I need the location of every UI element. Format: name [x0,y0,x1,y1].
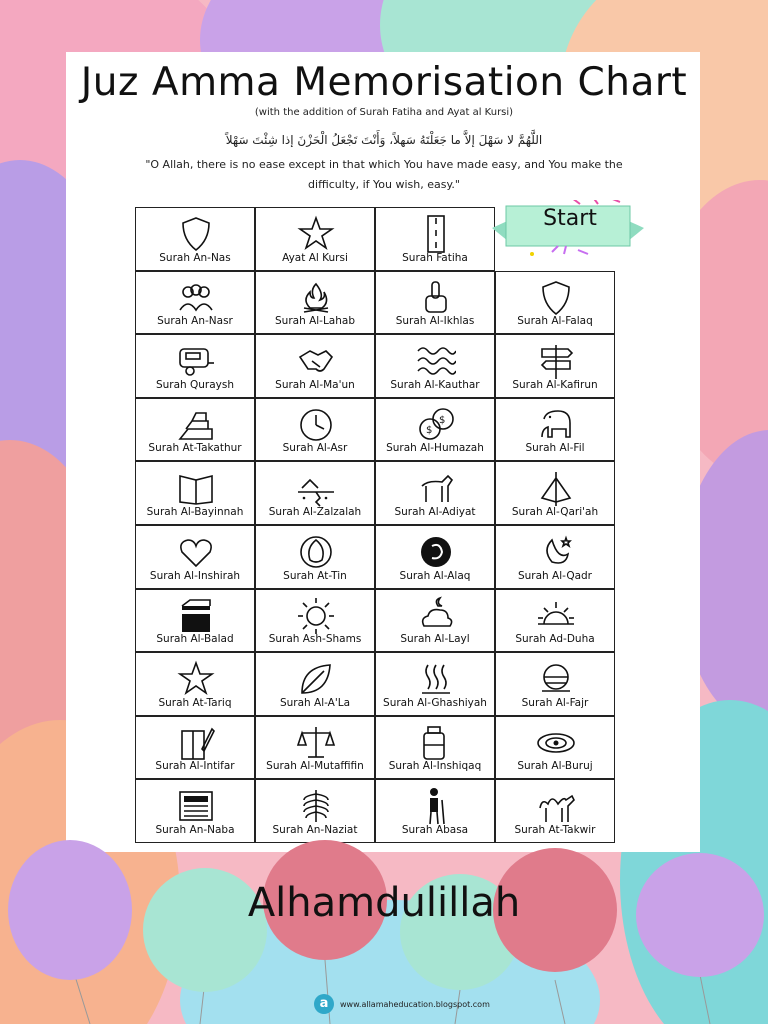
chart-cell [135,652,255,716]
site-logo: a [314,994,334,1014]
website-link[interactable]: www.allamaheducation.blogspot.com [340,1000,490,1009]
surah-label: Surah Ash-Shams [268,633,362,646]
surah-label: Surah An-Naziat [272,823,358,836]
fire-icon [296,278,336,318]
chart-cell [495,716,615,780]
page-title: Juz Amma Memorisation Chart [80,60,688,105]
surah-label: Surah Al-Kafirun [512,378,598,391]
chart-cell [255,461,375,525]
surah-label: Surah At-Takathur [148,442,242,455]
shield-icon [536,278,576,318]
signpost-icon [536,341,576,381]
horse-icon [416,468,456,508]
gold-bars-icon [176,405,216,445]
page-subtitle: (with the addition of Surah Fatiha and Ayat al Kursi) [254,107,514,118]
surah-label: Surah At-Tin [283,569,347,582]
caravan-icon [176,341,216,381]
elephant-icon [536,405,576,445]
chart-cell [375,271,495,335]
surah-label: Surah Al-Inshiqaq [388,760,482,773]
steam-icon [416,659,456,699]
surah-label: Surah Al-Asr [282,442,348,455]
surah-label: Surah Al-A'La [279,696,351,709]
ribcage-icon [296,786,336,826]
chart-cell [495,271,615,335]
chart-cell [255,207,375,271]
chart-cell [135,716,255,780]
surah-label: Surah Al-Balad [156,633,234,646]
old-man-icon [416,786,456,826]
chart-cell [495,525,615,589]
chart-cell [495,779,615,843]
chart-cell [375,716,495,780]
star-icon [296,214,336,254]
chart-cell [135,271,255,335]
surah-label: Surah Al-Ghashiyah [383,696,487,709]
footer-word: Alhamdulillah [247,880,521,926]
chart-cell [495,398,615,462]
surah-label: Surah Al-Humazah [386,442,484,455]
leaf-icon [296,659,336,699]
moth-icon [536,468,576,508]
earthquake-icon [296,468,336,508]
newspaper-icon [176,786,216,826]
surah-label: Surah An-Naba [155,823,235,836]
waves-icon [416,341,456,381]
surah-label: Surah Al-Falaq [517,315,593,328]
chart-cell [255,334,375,398]
chart-cell [135,398,255,462]
chart-cell [255,779,375,843]
moon-stars-icon [536,532,576,572]
svg-text:$: $ [439,414,446,426]
chart-cell [375,398,495,462]
surah-label: Ayat Al Kursi [282,251,348,264]
kaaba-icon [176,596,216,636]
surah-label: Surah An-Nas [159,251,231,264]
chart-cell [495,334,615,398]
chart-cell [255,652,375,716]
star-icon [176,659,216,699]
surah-label: Surah Al-Zalzalah [268,505,362,518]
chart-cell [375,525,495,589]
surah-label: Surah Al-Qari'ah [511,505,599,518]
chart-cell [255,525,375,589]
surah-label: Surah Al-Adiyat [394,505,476,518]
chart-cell [375,779,495,843]
heart-icon [176,532,216,572]
galaxy-icon [536,723,576,763]
chart-cell [135,461,255,525]
surah-label: Surah Ad-Duha [515,633,595,646]
book-icon [176,468,216,508]
chart-cell [135,779,255,843]
surah-label: Surah Al-Bayinnah [146,505,244,518]
surah-label: Surah Al-Ikhlas [395,315,475,328]
scales-icon [296,723,336,763]
surah-label: Surah Al-Fil [525,442,585,455]
surah-label: Surah Al-Kauthar [390,378,480,391]
chart-cell [495,652,615,716]
sunrise-icon [536,596,576,636]
dua-translation: "O Allah, there is no ease except in that which You have made easy, and You make the difficulty, if You wish, easy." [145,158,623,191]
chart-cell [135,525,255,589]
start-label: Start [543,206,597,231]
chart-cell [135,207,255,271]
balloons [0,840,768,1024]
night-cloud-icon [416,596,456,636]
fig-icon [296,532,336,572]
surah-grid [135,207,615,843]
chart-cell [375,207,495,271]
chart-cell [375,334,495,398]
dawn-icon [536,659,576,699]
notebook-icon [176,723,216,763]
surah-label: Surah Al-Layl [400,633,470,646]
surah-label: Surah At-Tariq [158,696,232,709]
surah-label: Surah Al-Intifar [155,760,235,773]
surah-label: Surah At-Takwir [514,823,596,836]
dua-arabic: اللَّهُمَّ لا سَهْلَ إلاَّ ما جَعَلْتَهُ سَهلاً، وَأَنْتَ تَجْعَلُ الْحَزْنَ إذا شِئْتَ سَهْلاً [225,133,543,147]
surah-label: Surah Al-Fajr [521,696,589,709]
jar-icon [416,723,456,763]
sun-icon [296,596,336,636]
chart-cell [135,589,255,653]
surah-label: Surah Al-Ma'un [275,378,355,391]
chart-cell [495,589,615,653]
surah-label: Surah Al-Qadr [517,569,593,582]
handshake-icon [296,341,336,381]
chart-cell [255,271,375,335]
chart-cell [375,461,495,525]
embryo-icon [416,532,456,572]
coins-icon [416,405,456,445]
svg-text:$: $ [426,424,433,436]
surah-label: Surah Al-Mutaffifin [266,760,364,773]
chart-cell [495,461,615,525]
surah-label: Surah An-Nasr [157,315,233,328]
road-icon [416,214,456,254]
chart-cell [255,398,375,462]
surah-label: Surah Al-Lahab [275,315,355,328]
group-icon [176,278,216,318]
chart-cell [375,589,495,653]
surah-label: Surah Quraysh [155,378,235,391]
surah-label: Surah Al-Alaq [399,569,471,582]
surah-label: Surah Fatiha [402,251,468,264]
surah-label: Surah Al-Inshirah [149,569,241,582]
camel-icon [536,786,576,826]
clock-icon [296,405,336,445]
chart-cell [255,716,375,780]
surah-label: Surah Abasa [401,823,469,836]
surah-label: Surah Al-Buruj [517,760,593,773]
chart-cell [375,652,495,716]
one-finger-icon [416,278,456,318]
chart-cell [135,334,255,398]
shield-icon [176,214,216,254]
chart-cell [255,589,375,653]
